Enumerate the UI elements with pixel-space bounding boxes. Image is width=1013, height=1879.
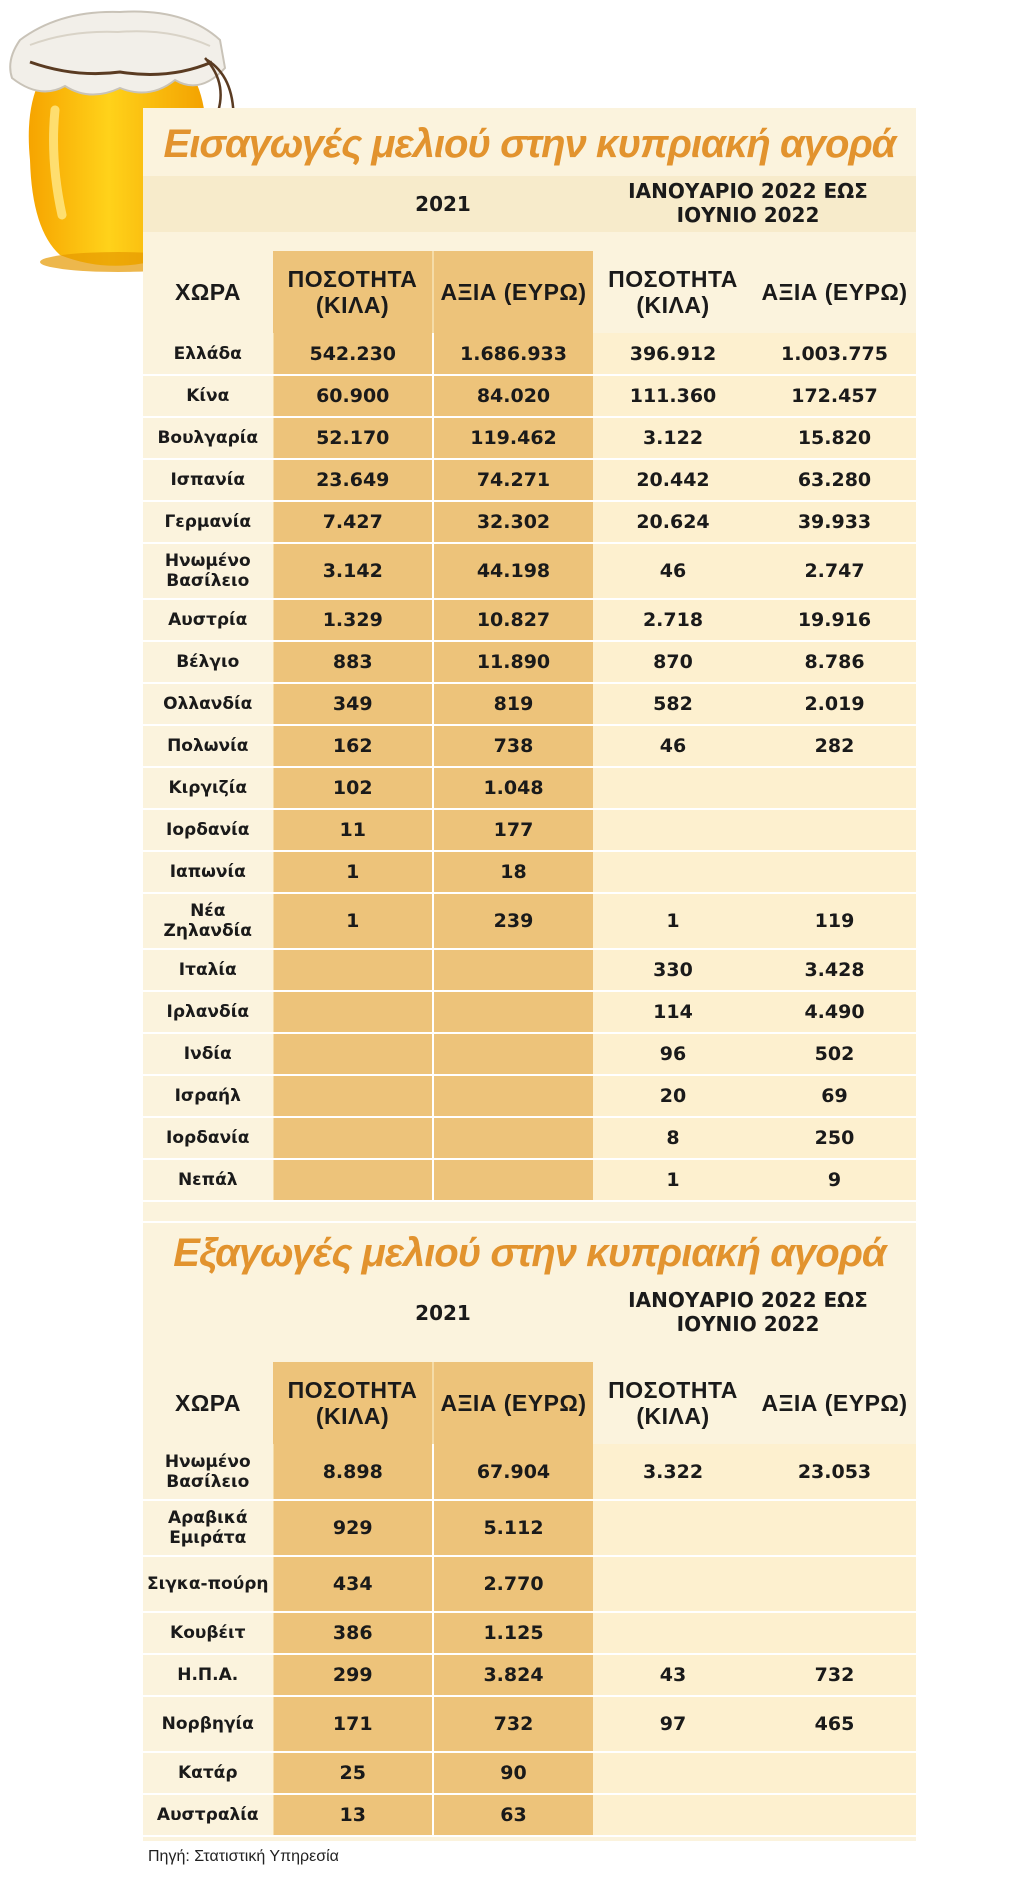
cell-country: Ινδία [143, 1033, 273, 1075]
cell-quantity-2022: 96 [593, 1033, 753, 1075]
cell-quantity-2022 [593, 1752, 753, 1794]
cell-value-2021: 74.271 [433, 459, 593, 501]
cell-value-2021 [433, 991, 593, 1033]
imports-table [143, 251, 916, 1202]
cell-country: Κατάρ [143, 1752, 273, 1794]
cell-quantity-2021 [273, 1117, 433, 1159]
cell-quantity-2021: 7.427 [273, 501, 433, 543]
cell-value-2022 [753, 809, 916, 851]
cell-country: Ιταλία [143, 949, 273, 991]
cell-value-2022: 69 [753, 1075, 916, 1117]
cell-value-2022: 19.916 [753, 599, 916, 641]
table-row [143, 1159, 916, 1201]
cell-quantity-2021: 162 [273, 725, 433, 767]
cell-quantity-2021: 542.230 [273, 333, 433, 375]
cell-country: Ελλάδα [143, 333, 273, 375]
cell-quantity-2021: 171 [273, 1696, 433, 1752]
cell-quantity-2022: 3.122 [593, 417, 753, 459]
table-row [143, 851, 916, 893]
cell-country: Ολλανδία [143, 683, 273, 725]
cell-quantity-2022: 46 [593, 725, 753, 767]
cell-country: Βουλγαρία [143, 417, 273, 459]
cell-quantity-2022: 870 [593, 641, 753, 683]
cell-quantity-2021 [273, 991, 433, 1033]
table-row [143, 1752, 916, 1794]
cell-quantity-2021 [273, 1075, 433, 1117]
cell-quantity-2021: 386 [273, 1612, 433, 1654]
cell-value-2021: 738 [433, 725, 593, 767]
cell-quantity-2022 [593, 851, 753, 893]
cell-quantity-2022: 2.718 [593, 599, 753, 641]
cell-quantity-2022 [593, 809, 753, 851]
cell-value-2021: 119.462 [433, 417, 593, 459]
table-row [143, 809, 916, 851]
imports-period-2022: ΙΑΝΟΥΑΡΙΟ 2022 ΕΩΣ ΙΟΥΝΙΟ 2022 [628, 179, 868, 227]
cell-quantity-2021: 23.649 [273, 459, 433, 501]
cell-country: Νέα Ζηλανδία [143, 893, 273, 949]
exports-table [143, 1362, 916, 1837]
cell-value-2022: 15.820 [753, 417, 916, 459]
table-row [143, 1654, 916, 1696]
cell-value-2022: 502 [753, 1033, 916, 1075]
cell-value-2021: 819 [433, 683, 593, 725]
cell-value-2022: 732 [753, 1654, 916, 1696]
cell-quantity-2022 [593, 1612, 753, 1654]
cell-value-2022: 9 [753, 1159, 916, 1201]
cell-country: Αυστραλία [143, 1794, 273, 1836]
cell-country: Ισραήλ [143, 1075, 273, 1117]
header-value-2021: ΑΞΙΑ (ΕΥΡΩ) [433, 251, 593, 333]
cell-value-2021: 84.020 [433, 375, 593, 417]
source-note: Πηγή: Στατιστική Υπηρεσία [148, 1848, 339, 1865]
cell-quantity-2022: 20.442 [593, 459, 753, 501]
header-country: ΧΩΡΑ [174, 1390, 242, 1416]
cell-value-2022: 39.933 [753, 501, 916, 543]
cell-value-2022: 1.003.775 [753, 333, 916, 375]
cell-value-2022: 119 [753, 893, 916, 949]
table-row [143, 459, 916, 501]
cell-value-2021: 1.125 [433, 1612, 593, 1654]
cell-quantity-2022: 330 [593, 949, 753, 991]
cell-quantity-2021: 1 [273, 893, 433, 949]
table-row [143, 893, 916, 949]
table-row [143, 599, 916, 641]
cell-value-2021: 32.302 [433, 501, 593, 543]
cell-value-2021: 90 [433, 1752, 593, 1794]
cell-value-2021: 239 [433, 893, 593, 949]
cell-quantity-2022: 3.322 [593, 1444, 753, 1500]
cell-value-2021: 3.824 [433, 1654, 593, 1696]
cell-quantity-2022: 8 [593, 1117, 753, 1159]
imports-period-2021: 2021 [415, 192, 471, 216]
cell-country: Νεπάλ [143, 1159, 273, 1201]
cell-quantity-2022: 582 [593, 683, 753, 725]
cell-quantity-2022: 20 [593, 1075, 753, 1117]
header-quantity-2021: ΠΟΣΟΤΗΤΑ (ΚΙΛΑ) [273, 251, 433, 333]
imports-title: Εισαγωγές μελιού στην κυπριακή αγορά [163, 122, 896, 166]
cell-country: Ισπανία [143, 459, 273, 501]
cell-quantity-2021: 434 [273, 1556, 433, 1612]
cell-country: Σιγκα-πούρη [143, 1556, 273, 1612]
cell-country: Νορβηγία [143, 1696, 273, 1752]
header-quantity-2022: ΠΟΣΟΤΗΤΑ (ΚΙΛΑ) [608, 1377, 738, 1429]
cell-quantity-2021 [273, 1159, 433, 1201]
cell-value-2021: 63 [433, 1794, 593, 1836]
cell-quantity-2021: 8.898 [273, 1444, 433, 1500]
imports-header-row [143, 251, 916, 333]
cell-value-2022 [753, 767, 916, 809]
cell-value-2022: 63.280 [753, 459, 916, 501]
table-row [143, 991, 916, 1033]
table-row [143, 767, 916, 809]
cell-quantity-2022 [593, 1556, 753, 1612]
cell-country: Κιργιζία [143, 767, 273, 809]
cell-value-2022: 282 [753, 725, 916, 767]
header-value-2022: ΑΞΙΑ (ΕΥΡΩ) [761, 279, 908, 305]
cell-quantity-2022 [593, 1500, 753, 1556]
cell-quantity-2021: 11 [273, 809, 433, 851]
cell-value-2022 [753, 1752, 916, 1794]
cell-quantity-2021: 1.329 [273, 599, 433, 641]
cell-country: Κίνα [143, 375, 273, 417]
table-row [143, 543, 916, 599]
cell-value-2021: 1.686.933 [433, 333, 593, 375]
table-row [143, 725, 916, 767]
exports-period-2022: ΙΑΝΟΥΑΡΙΟ 2022 ΕΩΣ ΙΟΥΝΙΟ 2022 [628, 1288, 868, 1336]
cell-value-2021 [433, 949, 593, 991]
cell-value-2021: 44.198 [433, 543, 593, 599]
cell-value-2021: 5.112 [433, 1500, 593, 1556]
cell-quantity-2022: 1 [593, 893, 753, 949]
cell-value-2021: 1.048 [433, 767, 593, 809]
cell-quantity-2021 [273, 1033, 433, 1075]
table-row [143, 1117, 916, 1159]
exports-period-2021: 2021 [415, 1301, 471, 1325]
cell-country: Ιαπωνία [143, 851, 273, 893]
cell-quantity-2021: 52.170 [273, 417, 433, 459]
cell-quantity-2021: 349 [273, 683, 433, 725]
table-row [143, 949, 916, 991]
table-row [143, 1500, 916, 1556]
cell-value-2021: 67.904 [433, 1444, 593, 1500]
table-row [143, 1612, 916, 1654]
cell-value-2022 [753, 851, 916, 893]
cell-country: Αραβικά Εμιράτα [143, 1500, 273, 1556]
cell-quantity-2021: 3.142 [273, 543, 433, 599]
cell-value-2022: 8.786 [753, 641, 916, 683]
cell-value-2022: 250 [753, 1117, 916, 1159]
table-row [143, 1696, 916, 1752]
cell-country: Ιορδανία [143, 1117, 273, 1159]
cell-value-2022 [753, 1612, 916, 1654]
imports-panel [143, 108, 916, 1221]
cell-value-2021: 10.827 [433, 599, 593, 641]
exports-period-row [143, 1285, 916, 1341]
header-country: ΧΩΡΑ [174, 279, 242, 305]
cell-value-2021: 2.770 [433, 1556, 593, 1612]
header-value-2021: ΑΞΙΑ (ΕΥΡΩ) [433, 1362, 593, 1444]
cell-country: Πολωνία [143, 725, 273, 767]
exports-header-row [143, 1362, 916, 1444]
header-value-2022: ΑΞΙΑ (ΕΥΡΩ) [761, 1390, 908, 1416]
cell-country: Ηνωμένο Βασίλειο [143, 543, 273, 599]
cell-value-2021: 177 [433, 809, 593, 851]
cell-quantity-2022: 396.912 [593, 333, 753, 375]
table-row [143, 375, 916, 417]
cell-country: Βέλγιο [143, 641, 273, 683]
table-row [143, 333, 916, 375]
cell-value-2022: 4.490 [753, 991, 916, 1033]
cell-quantity-2022: 111.360 [593, 375, 753, 417]
cell-quantity-2021: 60.900 [273, 375, 433, 417]
exports-panel [143, 1223, 916, 1841]
cell-country: Αυστρία [143, 599, 273, 641]
cell-value-2021: 732 [433, 1696, 593, 1752]
cell-quantity-2021 [273, 949, 433, 991]
cell-quantity-2022: 1 [593, 1159, 753, 1201]
cell-country: Ιρλανδία [143, 991, 273, 1033]
cell-value-2021 [433, 1117, 593, 1159]
table-row [143, 417, 916, 459]
cell-value-2021 [433, 1033, 593, 1075]
header-quantity-2021: ΠΟΣΟΤΗΤΑ (ΚΙΛΑ) [273, 1362, 433, 1444]
cell-country: Ιορδανία [143, 809, 273, 851]
cell-value-2021: 18 [433, 851, 593, 893]
cell-quantity-2021: 1 [273, 851, 433, 893]
cell-value-2022: 3.428 [753, 949, 916, 991]
cell-value-2022: 23.053 [753, 1444, 916, 1500]
imports-period-row [143, 176, 916, 232]
table-row [143, 641, 916, 683]
cell-quantity-2021: 883 [273, 641, 433, 683]
cell-quantity-2022 [593, 767, 753, 809]
cell-country: Ηνωμένο Βασίλειο [143, 1444, 273, 1500]
table-row [143, 1444, 916, 1500]
cell-quantity-2021: 25 [273, 1752, 433, 1794]
cell-quantity-2022: 46 [593, 543, 753, 599]
cell-quantity-2022 [593, 1794, 753, 1836]
table-row [143, 501, 916, 543]
cell-quantity-2022: 114 [593, 991, 753, 1033]
cell-value-2022: 2.747 [753, 543, 916, 599]
cell-value-2022 [753, 1500, 916, 1556]
cell-quantity-2022: 43 [593, 1654, 753, 1696]
cell-quantity-2022: 20.624 [593, 501, 753, 543]
table-row [143, 1033, 916, 1075]
cell-quantity-2021: 929 [273, 1500, 433, 1556]
cell-value-2022 [753, 1556, 916, 1612]
header-quantity-2022: ΠΟΣΟΤΗΤΑ (ΚΙΛΑ) [608, 266, 738, 318]
cell-value-2021 [433, 1075, 593, 1117]
cell-quantity-2021: 102 [273, 767, 433, 809]
cell-country: Κουβέιτ [143, 1612, 273, 1654]
table-row [143, 683, 916, 725]
cell-value-2022: 2.019 [753, 683, 916, 725]
exports-title: Εξαγωγές μελιού στην κυπριακή αγορά [173, 1231, 886, 1275]
table-row [143, 1794, 916, 1836]
cell-value-2021: 11.890 [433, 641, 593, 683]
cell-quantity-2021: 13 [273, 1794, 433, 1836]
cell-value-2022: 172.457 [753, 375, 916, 417]
cell-value-2022: 465 [753, 1696, 916, 1752]
cell-quantity-2021: 299 [273, 1654, 433, 1696]
cell-country: Γερμανία [143, 501, 273, 543]
cell-country: Η.Π.Α. [143, 1654, 273, 1696]
table-row [143, 1075, 916, 1117]
cell-quantity-2022: 97 [593, 1696, 753, 1752]
cell-value-2022 [753, 1794, 916, 1836]
table-row [143, 1556, 916, 1612]
cell-value-2021 [433, 1159, 593, 1201]
